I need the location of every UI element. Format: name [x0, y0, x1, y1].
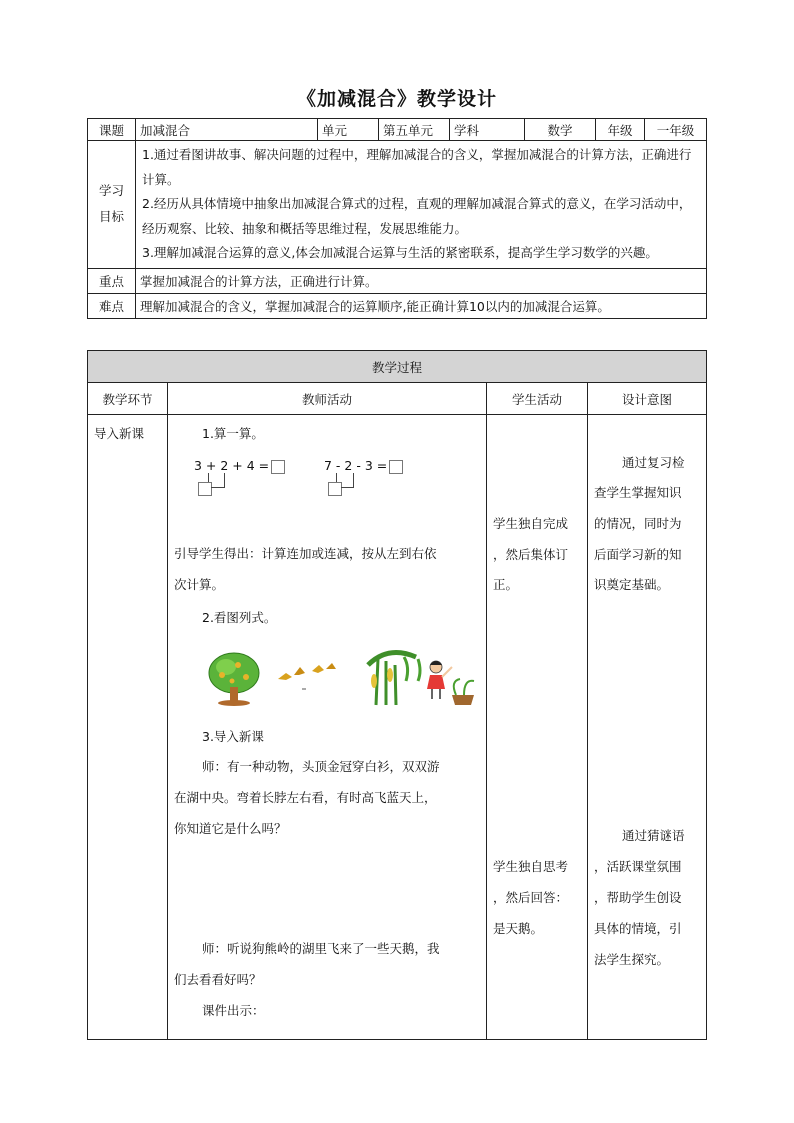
intermediate-box-2	[328, 482, 342, 496]
say-line-1: 师：听说狗熊岭的湖里飞来了一些天鹅，我	[202, 941, 440, 956]
riddle-line-3: 你知道它是什么吗？	[174, 821, 287, 836]
goal-2: 2.经历从具体情境中抽象出加减混合算式的过程，直观的理解加减混合算式的意义，在学习活动中，经历观察、比较、抽象和概括等思维过程，发展思维能力。	[142, 196, 692, 236]
birds-illustration	[278, 663, 336, 689]
expr2-row	[324, 458, 403, 474]
difficult-label: 难点	[88, 293, 136, 318]
student-2-line-3: 是天鹅。	[493, 921, 544, 936]
difficult-value: 理解加减混合的含义，掌握加减混合的运算顺序,能正确计算10以内的加减混合运算。	[136, 293, 707, 318]
key-value: 掌握加减混合的计算方法，正确进行计算。	[136, 268, 707, 293]
info-table	[87, 118, 707, 319]
goal-1: 1.通过看图讲故事、解决问题的过程中，理解加减混合的含义，掌握加减混合的计算方法，正确进行计算。	[142, 147, 692, 187]
col-student: 学生活动	[487, 383, 588, 415]
student-1-line-1: 学生独自完成	[493, 516, 569, 531]
stage-label: 导入新课	[94, 426, 145, 441]
tree-illustration	[209, 653, 259, 706]
student-1-line-2: ，然后集体订	[493, 547, 569, 562]
guide-line-1: 引导学生得出：计算连加或连减，按从左到右依	[174, 546, 437, 561]
riddle-line-2: 在湖中央。弯着长脖左右看，有时高飞蓝天上，	[174, 790, 437, 805]
step3: 3.导入新课	[202, 729, 264, 744]
subject-label: 学科	[450, 119, 525, 141]
riddle-line-1: 师：有一种动物，头顶金冠穿白衫，双双游	[202, 759, 440, 774]
page-title: 《加减混合》教学设计	[296, 88, 497, 110]
intent-1-line-5: 识奠定基础。	[594, 577, 670, 592]
bracket-line	[336, 473, 337, 482]
bracket-line	[341, 487, 354, 488]
process-banner: 教学过程	[88, 351, 707, 383]
goals-label: 学习 目标	[88, 141, 136, 269]
goal-3: 3.理解加减混合运算的意义,体会加减混合运算与生活的紧密联系，提高学生学习数学的兴趣。	[142, 245, 658, 260]
bracket-line	[224, 473, 225, 487]
intermediate-box-1	[198, 482, 212, 496]
goals-text	[136, 141, 707, 269]
stage-cell	[88, 415, 168, 1040]
unit-label: 单元	[318, 119, 379, 141]
expr1: 3 + 2 + 4 =	[194, 458, 270, 473]
col-stage: 教学环节	[88, 383, 168, 415]
expr2: 7 - 2 - 3 =	[324, 458, 388, 473]
intent-1-line-3: 的情况，同时为	[594, 516, 682, 531]
bracket-line	[353, 473, 354, 487]
teacher-cell	[168, 415, 487, 1040]
intent-cell	[588, 415, 707, 1040]
step2: 2.看图列式。	[202, 610, 277, 625]
grade-label: 年级	[596, 119, 645, 141]
say-line-2: 们去看看好吗？	[174, 972, 262, 987]
expr1-row	[194, 458, 285, 474]
intent-2-line-4: 具体的情境，引	[594, 921, 682, 936]
grade-value: 一年级	[645, 119, 707, 141]
intent-1-line-2: 查学生掌握知识	[594, 485, 682, 500]
basket-illustration	[452, 679, 474, 705]
col-intent: 设计意图	[588, 383, 707, 415]
topic-value: 加减混合	[136, 119, 318, 141]
step1: 1.算一算。	[202, 426, 264, 441]
answer-box-1	[271, 460, 285, 474]
intent-1-line-1: 通过复习检	[622, 455, 685, 470]
answer-box-2	[389, 460, 403, 474]
intent-2-line-1: 通过猜谜语	[622, 828, 685, 843]
subject-value: 数学	[525, 119, 596, 141]
intent-1-line-4: 后面学习新的知	[594, 547, 682, 562]
guide-line-2: 次计算。	[174, 577, 225, 592]
process-table	[87, 350, 707, 1040]
student-cell	[487, 415, 588, 1040]
topic-label: 课题	[88, 119, 136, 141]
courseware-line: 课件出示：	[202, 1003, 265, 1018]
bracket-line	[208, 473, 209, 482]
student-1-line-3: 正。	[493, 577, 519, 592]
intent-2-line-2: ，活跃课堂氛围	[594, 859, 682, 874]
bracket-line	[211, 487, 225, 488]
student-2-line-2: ，然后回答：	[493, 890, 569, 905]
intent-2-line-5: 法学生探究。	[594, 952, 670, 967]
key-label: 重点	[88, 268, 136, 293]
intent-2-line-3: ，帮助学生创设	[594, 890, 682, 905]
girl-illustration	[427, 661, 452, 699]
unit-value: 第五单元	[379, 119, 450, 141]
col-teacher: 教师活动	[168, 383, 487, 415]
corn-stalks-illustration	[368, 653, 420, 706]
picture-scene	[208, 645, 478, 707]
student-2-line-1: 学生独自思考	[493, 859, 569, 874]
